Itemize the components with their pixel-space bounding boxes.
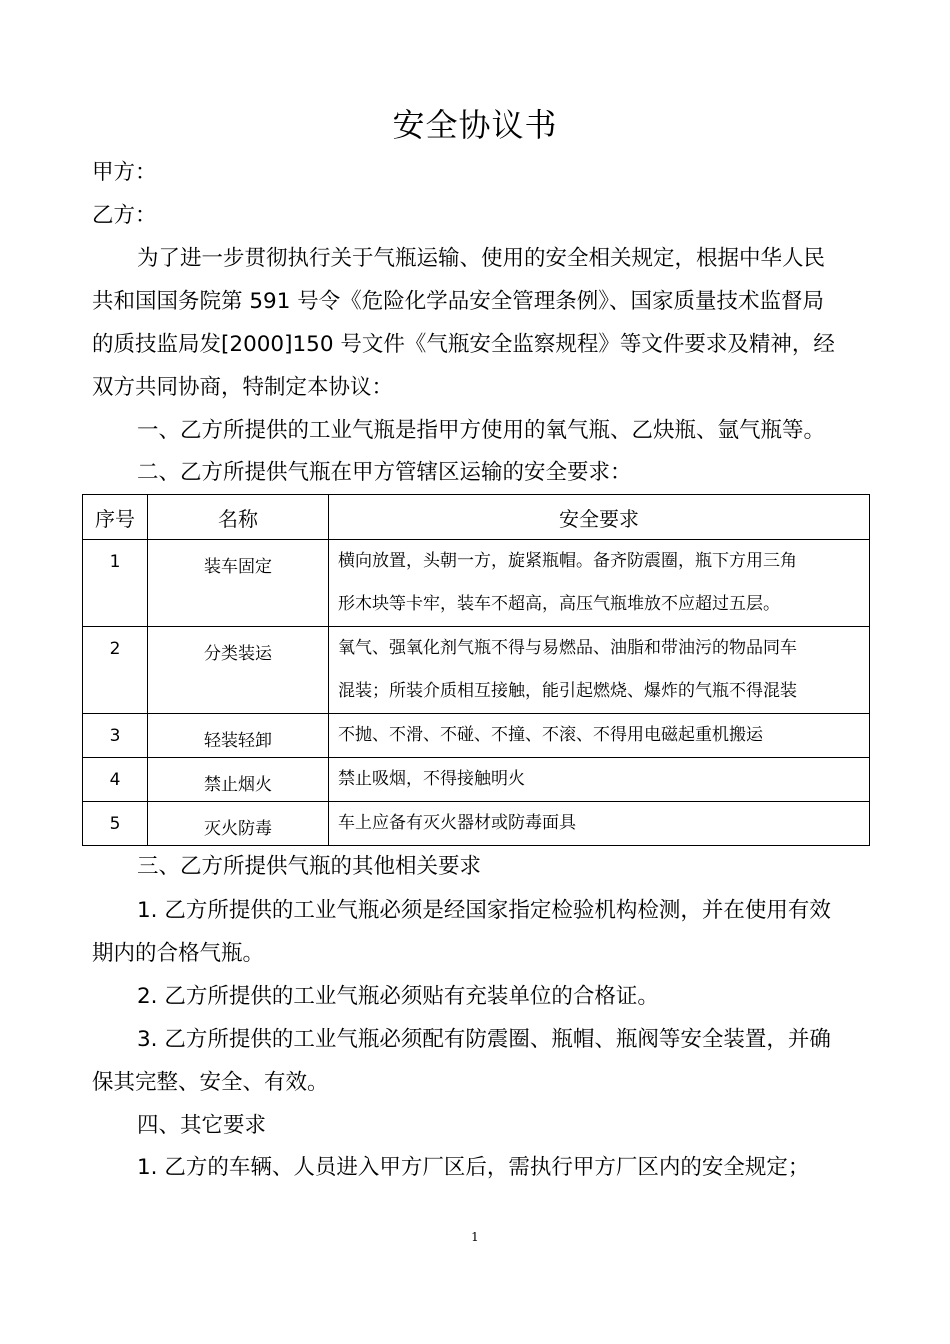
party-b-label: 乙方：: [92, 203, 157, 228]
row-requirement: [329, 540, 870, 627]
requirement-line: 横向放置，头朝一方，旋紧瓶帽。备齐防震圈，瓶下方用三角: [338, 551, 797, 571]
row-name: 灭火防毒: [148, 802, 329, 846]
row-requirement: [329, 758, 870, 802]
table-row: [83, 540, 870, 627]
intro-line-3: 的质技监局发[2000]150 号文件《气瓶安全监察规程》等文件要求及精神，经: [92, 332, 835, 357]
row-requirement: [329, 802, 870, 846]
row-name: 分类装运: [148, 627, 329, 714]
table-row: [83, 758, 870, 802]
row-no: 5: [83, 802, 148, 846]
requirement-line: 混装；所装介质相互接触，能引起燃烧、爆炸的气瓶不得混装: [338, 681, 797, 701]
row-requirement: [329, 714, 870, 758]
row-requirement: [329, 627, 870, 714]
row-no: 3: [83, 714, 148, 758]
section-4-heading: 四、其它要求: [137, 1113, 267, 1138]
section-3-heading: 三、乙方所提供气瓶的其他相关要求: [137, 854, 482, 879]
row-name: 装车固定: [148, 540, 329, 627]
row-no: 2: [83, 627, 148, 714]
intro-line-4: 双方共同协商，特制定本协议：: [92, 375, 394, 400]
table-row: [83, 802, 870, 846]
page-number: 1: [471, 1230, 479, 1244]
row-name: 轻装轻卸: [148, 714, 329, 758]
requirement-line: 车上应备有灭火器材或防毒面具: [338, 813, 576, 833]
section-3-item-1-line-1: 1. 乙方所提供的工业气瓶必须是经国家指定检验机构检测，并在使用有效: [137, 898, 831, 923]
requirement-line: 不抛、不滑、不碰、不撞、不滚、不得用电磁起重机搬运: [338, 725, 763, 745]
header-name: 名称: [148, 495, 329, 540]
section-3-item-3-line-1: 3. 乙方所提供的工业气瓶必须配有防震圈、瓶帽、瓶阀等安全装置，并确: [137, 1027, 831, 1052]
party-a-label: 甲方：: [92, 160, 157, 185]
section-1: 一、乙方所提供的工业气瓶是指甲方使用的氧气瓶、乙炔瓶、氩气瓶等。: [137, 418, 826, 443]
section-2: 二、乙方所提供气瓶在甲方管辖区运输的安全要求：: [137, 460, 632, 485]
row-no: 1: [83, 540, 148, 627]
requirements-table: [82, 494, 870, 846]
row-no: 4: [83, 758, 148, 802]
section-4-item-1: 1. 乙方的车辆、人员进入甲方厂区后，需执行甲方厂区内的安全规定；: [137, 1155, 810, 1180]
row-name: 禁止烟火: [148, 758, 329, 802]
requirement-line: 氧气、强氧化剂气瓶不得与易燃品、油脂和带油污的物品同车: [338, 638, 797, 658]
section-3-item-1-line-2: 期内的合格气瓶。: [92, 941, 265, 966]
requirement-line: 形木块等卡牢，装车不超高，高压气瓶堆放不应超过五层。: [338, 594, 780, 614]
intro-line-1: 为了进一步贯彻执行关于气瓶运输、使用的安全相关规定，根据中华人民: [137, 246, 826, 271]
section-3-item-2: 2. 乙方所提供的工业气瓶必须贴有充装单位的合格证。: [137, 984, 659, 1009]
intro-line-2: 共和国国务院第 591 号令《危险化学品安全管理条例》、国家质量技术监督局: [92, 289, 824, 314]
header-no: 序号: [83, 495, 148, 540]
requirement-line: 禁止吸烟，不得接触明火: [338, 769, 525, 789]
table-row: [83, 714, 870, 758]
header-requirement: 安全要求: [329, 495, 870, 540]
page-title: 安全协议书: [392, 106, 558, 144]
table-row: [83, 627, 870, 714]
section-3-item-3-line-2: 保其完整、安全、有效。: [92, 1070, 329, 1095]
table-header-row: [83, 495, 870, 540]
